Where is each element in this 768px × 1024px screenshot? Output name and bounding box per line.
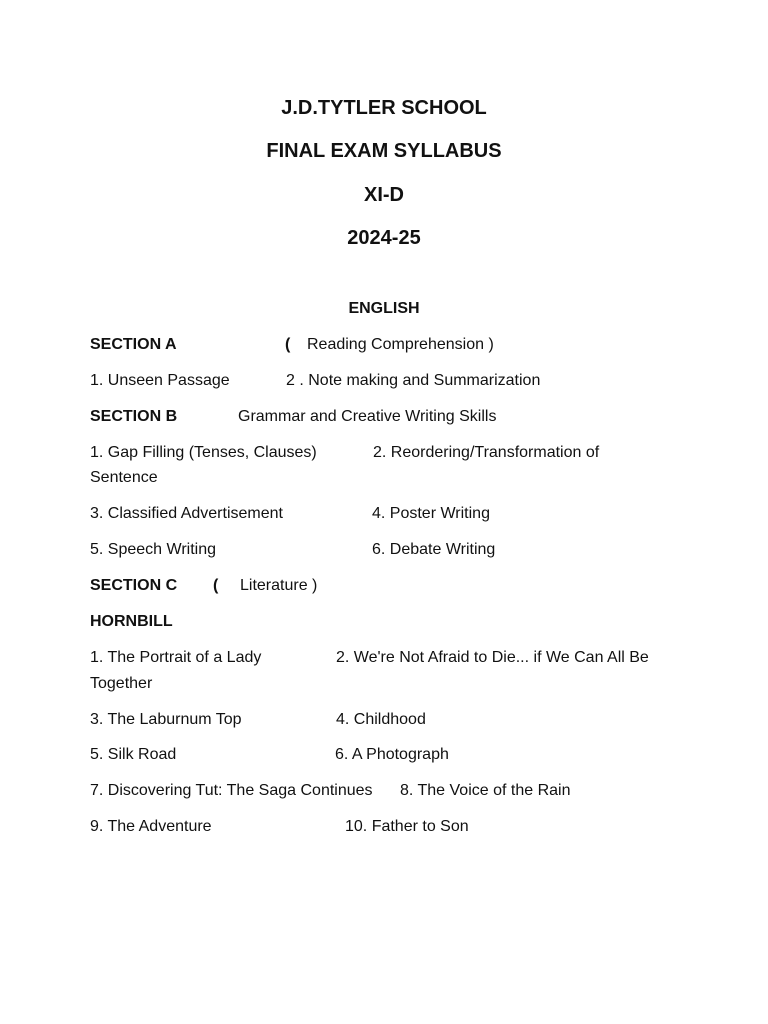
list-item: 5. Silk Road (90, 746, 177, 763)
subject-heading: ENGLISH (348, 300, 420, 317)
list-item: 2 . Note making and Summarization (286, 372, 541, 389)
list-item: 8. The Voice of the Rain (400, 782, 571, 799)
section-c-title: Literature ) (240, 577, 318, 594)
list-item: 1. The Portrait of a Lady (90, 649, 262, 666)
list-item: 2. Reordering/Transformation of (373, 444, 600, 461)
list-item-continuation: Together (90, 675, 153, 692)
section-c-label: SECTION C (90, 577, 178, 594)
section-c-paren: ( (213, 577, 219, 594)
list-item: 4. Poster Writing (372, 505, 490, 522)
book-title: HORNBILL (90, 613, 173, 630)
session-year: 2024-25 (347, 227, 421, 249)
list-item: 10. Father to Son (345, 818, 469, 835)
list-item: 4. Childhood (336, 711, 426, 728)
list-item: 1. Unseen Passage (90, 372, 230, 389)
list-item: 3. The Laburnum Top (90, 711, 242, 728)
list-item-continuation: Sentence (90, 469, 158, 486)
list-item: 3. Classified Advertisement (90, 505, 283, 522)
section-b-label: SECTION B (90, 408, 178, 425)
list-item: 7. Discovering Tut: The Saga Continues (90, 782, 373, 799)
section-a-title: Reading Comprehension ) (307, 336, 494, 353)
section-a-label: SECTION A (90, 336, 177, 353)
list-item: 6. A Photograph (335, 746, 449, 763)
school-name: J.D.TYTLER SCHOOL (281, 97, 487, 119)
list-item: 9. The Adventure (90, 818, 212, 835)
list-item: 1. Gap Filling (Tenses, Clauses) (90, 444, 317, 461)
exam-title: FINAL EXAM SYLLABUS (266, 140, 502, 162)
class-name: XI-D (364, 184, 404, 206)
list-item: 5. Speech Writing (90, 541, 216, 558)
section-b-title: Grammar and Creative Writing Skills (238, 408, 497, 425)
list-item: 2. We're Not Afraid to Die... if We Can All Be (336, 649, 649, 666)
section-a-paren: ( (285, 336, 291, 353)
list-item: 6. Debate Writing (372, 541, 496, 558)
